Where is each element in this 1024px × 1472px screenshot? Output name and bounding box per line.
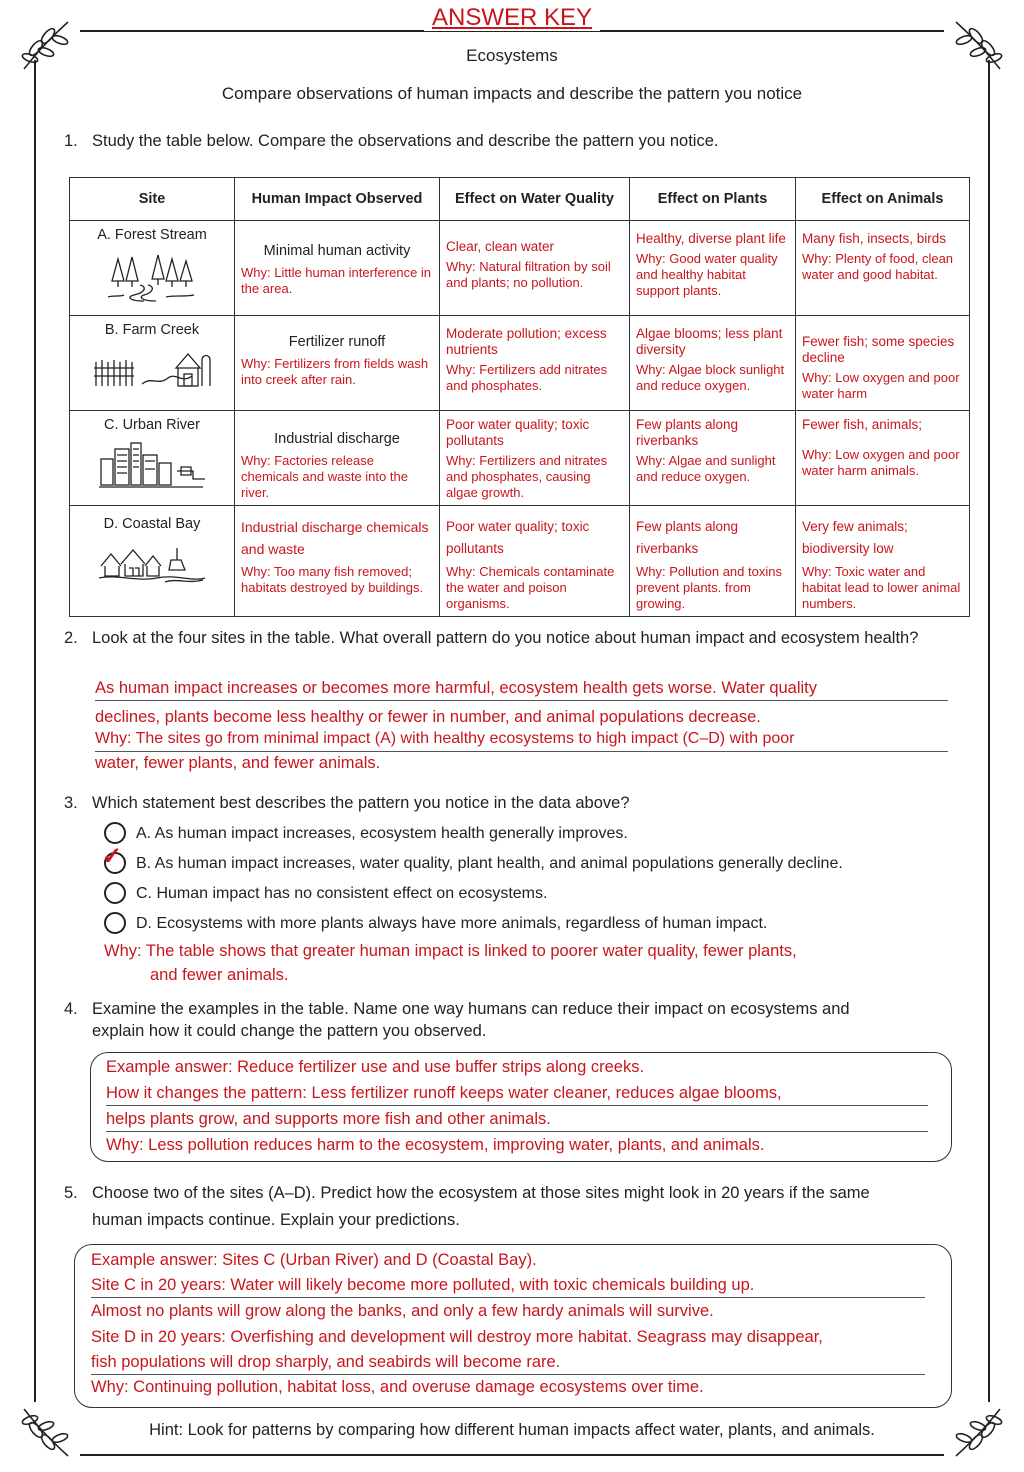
- question-3: [64, 792, 954, 814]
- impact-text: Minimal human activity: [263, 243, 411, 259]
- impact-why: Why: Too many fish removed; habitats destroyed by buildings.: [241, 564, 424, 595]
- question-number: 1.: [64, 132, 78, 150]
- column-header: Effect on Plants: [630, 178, 796, 221]
- plants-cell: [630, 506, 796, 617]
- question-text: Examine the examples in the table. Name one way humans can reduce their impact on ecosystems and explain how it could change the pattern you observed.: [92, 1000, 850, 1040]
- question-number: 4.: [64, 1000, 78, 1018]
- animals-why: Why: Low oxygen and poor water harm animals.: [802, 447, 960, 478]
- question-number: 5.: [64, 1184, 78, 1202]
- site-cell: [70, 221, 235, 316]
- question-number: 2.: [64, 629, 78, 647]
- site-cell: [70, 506, 235, 617]
- question-2: [64, 627, 954, 649]
- question-text: Look at the four sites in the table. What overall pattern do you notice about human impact and ecosystem health?: [92, 629, 919, 647]
- water-why: Why: Fertilizers add nitrates and phosphates.: [446, 362, 608, 393]
- radio-bubble[interactable]: [104, 912, 126, 934]
- frame-bottom-line: [80, 1454, 944, 1456]
- animals-effect: Fewer fish, animals;: [802, 417, 923, 432]
- impact-why: Why: Fertilizers from fields wash into creek after rain.: [241, 356, 429, 387]
- answer-line: Why: The sites go from minimal impact (A) with healthy ecosystems to high impact (C–D) with poor: [95, 727, 948, 752]
- water-why: Why: Fertilizers and nitrates and phosphates, causing algae growth.: [446, 453, 608, 500]
- hint-text: Hint: Look for patterns by comparing how different human impacts affect water, plants, and animals.: [149, 1421, 875, 1439]
- site-cell: [70, 316, 235, 411]
- radio-bubble-selected[interactable]: [102, 843, 126, 874]
- q3-why: Why: The table shows that greater human impact is linked to poorer water quality, fewer plants,: [104, 942, 797, 960]
- option-label: A. As human impact increases, ecosystem health generally improves.: [136, 825, 628, 843]
- table-header-row: [70, 178, 970, 221]
- answer-line: Example answer: Sites C (Urban River) and D (Coastal Bay).: [91, 1251, 537, 1269]
- farm-creek-icon: [92, 346, 212, 390]
- water-cell: [440, 411, 630, 506]
- question-4: [64, 998, 954, 1042]
- site-cell: [70, 411, 235, 506]
- plants-why: Why: Algae block sunlight and reduce oxygen.: [636, 362, 785, 393]
- impact-cell: [235, 221, 440, 316]
- radio-bubble[interactable]: [104, 822, 126, 844]
- site-name: C. Urban River: [104, 417, 200, 433]
- column-header: Site: [70, 178, 235, 221]
- option-b[interactable]: [102, 843, 843, 875]
- answer-line: How it changes the pattern: Less fertilizer runoff keeps water cleaner, reduces algae blooms,: [106, 1081, 928, 1106]
- answer-line: helps plants grow, and supports more fish and other animals.: [106, 1107, 928, 1132]
- impact-cell: [235, 316, 440, 411]
- site-name: A. Forest Stream: [97, 227, 207, 243]
- water-cell: [440, 506, 630, 617]
- column-header: Effect on Animals: [796, 178, 970, 221]
- checkmark-icon: ✓: [102, 843, 123, 870]
- water-why: Why: Chemicals contaminate the water and poison organisms.: [446, 564, 615, 611]
- question-text: Which statement best describes the pattern you notice in the data above?: [92, 794, 630, 812]
- radio-bubble[interactable]: [104, 882, 126, 904]
- forest-stream-icon: [104, 251, 200, 303]
- question-number: 3.: [64, 794, 78, 812]
- impact-why: Why: Little human interference in the area.: [241, 265, 432, 296]
- answer-line: declines, plants become less healthy or fewer in number, and animal populations decrease.: [95, 708, 761, 726]
- animals-why: Why: Toxic water and habitat lead to lower animal numbers.: [802, 564, 961, 611]
- table-row: [70, 221, 970, 316]
- water-effect: Clear, clean water: [446, 239, 555, 254]
- answer-line: Site D in 20 years: Overfishing and development will destroy more habitat. Seagrass may disappear,: [91, 1328, 823, 1346]
- plants-effect: Few plants along riverbanks: [636, 519, 739, 556]
- impact-text: Industrial discharge chemicals and waste: [241, 519, 429, 557]
- water-effect: Poor water quality; toxic pollutants: [446, 417, 590, 448]
- water-effect: Poor water quality; toxic pollutants: [446, 519, 590, 556]
- urban-river-icon: [97, 441, 207, 489]
- answer-line: Why: Less pollution reduces harm to the ecosystem, improving water, plants, and animals.: [106, 1136, 765, 1154]
- frame-left-line: [34, 60, 36, 1402]
- water-why: Why: Natural filtration by soil and plants; no pollution.: [446, 259, 611, 290]
- impact-cell: [235, 411, 440, 506]
- option-label: D. Ecosystems with more plants always have more animals, regardless of human impact.: [136, 915, 768, 933]
- impact-cell: [235, 506, 440, 617]
- plants-cell: [630, 316, 796, 411]
- site-name: B. Farm Creek: [104, 322, 200, 338]
- animals-cell: [796, 506, 970, 617]
- site-name: D. Coastal Bay: [103, 516, 201, 532]
- animals-effect: Very few animals; biodiversity low: [802, 519, 908, 556]
- option-c[interactable]: [104, 883, 547, 905]
- answer-line: Example answer: Reduce fertilizer use and use buffer strips along creeks.: [106, 1058, 645, 1076]
- plants-cell: [630, 411, 796, 506]
- option-label: B. As human impact increases, water quality, plant health, and animal populations generally decline.: [136, 855, 843, 873]
- plants-why: Why: Good water quality and healthy habitat support plants.: [636, 251, 778, 298]
- animals-why: Why: Low oxygen and poor water harm: [802, 370, 960, 401]
- question-1: [64, 130, 954, 152]
- plants-effect: Few plants along riverbanks: [636, 417, 739, 448]
- table-row: [70, 506, 970, 617]
- plants-cell: [630, 221, 796, 316]
- table-row: [70, 411, 970, 506]
- answer-line: Site C in 20 years: Water will likely become more polluted, with toxic chemicals building up.: [91, 1273, 925, 1298]
- animals-effect: Many fish, insects, birds: [802, 231, 947, 246]
- animals-effect: Fewer fish; some species decline: [802, 334, 955, 365]
- question-5: [64, 1180, 954, 1234]
- question-text: Study the table below. Compare the observations and describe the pattern you notice.: [92, 132, 719, 150]
- answer-line: fish populations will drop sharply, and seabirds will become rare.: [91, 1350, 925, 1375]
- plants-why: Why: Algae and sunlight and reduce oxygen.: [636, 453, 776, 484]
- instructions: Compare observations of human impacts and describe the pattern you notice: [221, 84, 803, 103]
- animals-why: Why: Plenty of food, clean water and good habitat.: [802, 251, 954, 282]
- column-header: Effect on Water Quality: [440, 178, 630, 221]
- plants-effect: Algae blooms; less plant diversity: [636, 326, 783, 357]
- water-cell: [440, 316, 630, 411]
- observation-table: [69, 177, 970, 617]
- table-row: [70, 316, 970, 411]
- plants-why: Why: Pollution and toxins prevent plants. from growing.: [636, 564, 782, 611]
- answer-line: water, fewer plants, and fewer animals.: [95, 754, 381, 772]
- answer-key-title: [0, 4, 1024, 32]
- animals-cell: [796, 411, 970, 506]
- impact-text: Industrial discharge: [274, 431, 400, 447]
- coastal-bay-icon: [97, 540, 207, 584]
- water-cell: [440, 221, 630, 316]
- question-text: Choose two of the sites (A–D). Predict how the ecosystem at those sites might look in 20 years if the same human impacts continue. Explain your predictions.: [92, 1184, 870, 1229]
- answer-line: Why: Continuing pollution, habitat loss, and overuse damage ecosystems over time.: [91, 1378, 704, 1396]
- impact-why: Why: Factories release chemicals and waste into the river.: [241, 453, 408, 500]
- subject-title: Ecosystems: [466, 46, 558, 65]
- q3-why: and fewer animals.: [150, 966, 289, 984]
- answer-key-label: ANSWER KEY: [424, 4, 600, 31]
- option-label: C. Human impact has no consistent effect on ecosystems.: [136, 885, 548, 903]
- water-effect: Moderate pollution; excess nutrients: [446, 326, 607, 357]
- frame-right-line: [988, 60, 990, 1402]
- plants-effect: Healthy, diverse plant life: [636, 231, 786, 246]
- animals-cell: [796, 221, 970, 316]
- animals-cell: [796, 316, 970, 411]
- option-a[interactable]: [104, 823, 628, 845]
- answer-line: Almost no plants will grow along the banks, and only a few hardy animals will survive.: [91, 1302, 714, 1320]
- column-header: Human Impact Observed: [235, 178, 440, 221]
- impact-text: Fertilizer runoff: [288, 334, 386, 350]
- option-d[interactable]: [104, 913, 767, 935]
- answer-line: As human impact increases or becomes more harmful, ecosystem health gets worse. Water quality: [95, 676, 948, 701]
